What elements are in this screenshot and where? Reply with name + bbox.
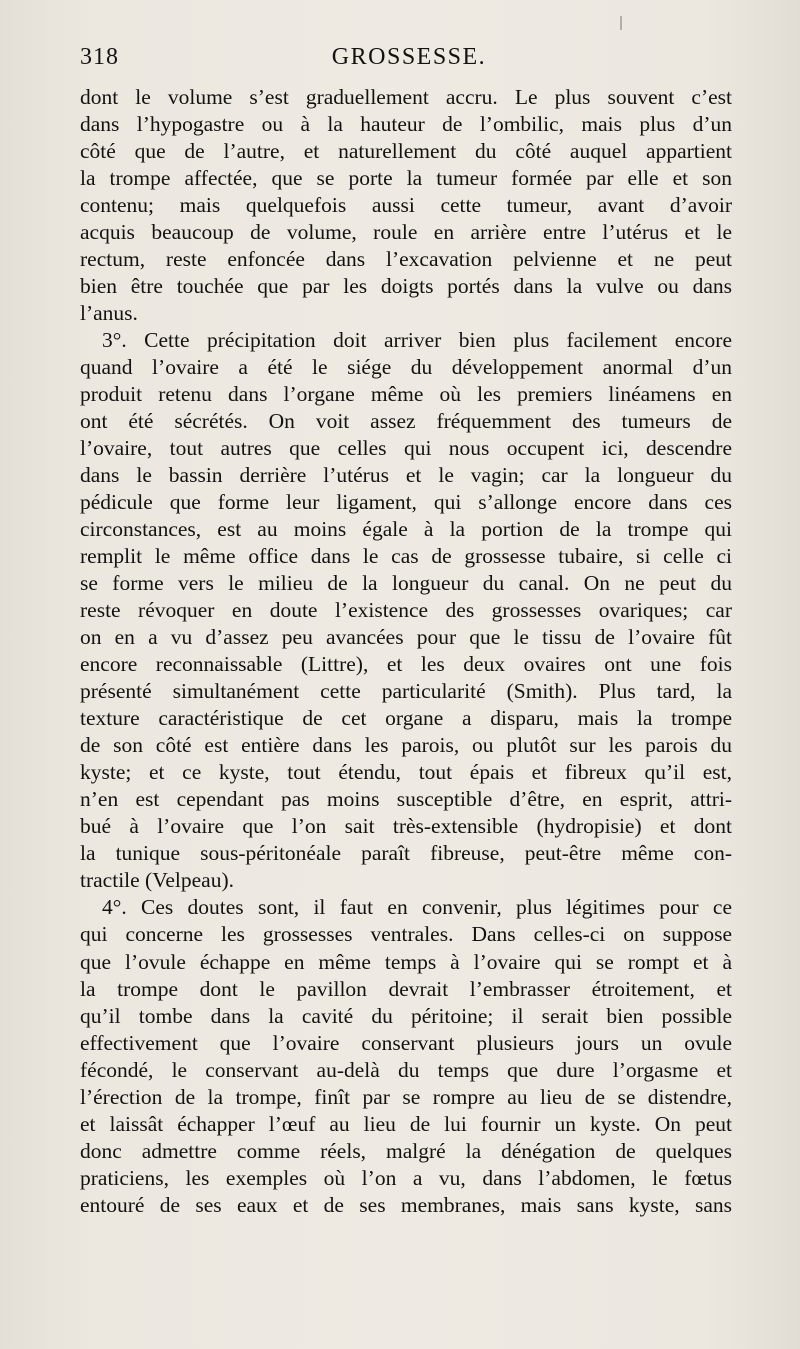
- text-line: acquis beaucoup de volume, roule en arrière entre l’utérus et le: [80, 220, 732, 245]
- text-line: présenté simultanément cette particularité (Smith). Plus tard, la: [80, 679, 732, 704]
- text-line: la trompe dont le pavillon devrait l’embrasser étroitement, et: [80, 976, 732, 1001]
- running-title: GROSSESSE.: [331, 44, 487, 70]
- text-line: pédicule que forme leur ligament, qui s’allonge encore dans ces: [80, 490, 732, 515]
- text-line: la tunique sous-péritonéale paraît fibreuse, peut-être même con-: [80, 841, 732, 866]
- text-line: contenu; mais quelquefois aussi cette tumeur, avant d’avoir: [80, 193, 732, 218]
- text-line: on en a vu d’assez peu avancées pour que le tissu de l’ovaire fût: [80, 625, 732, 650]
- text-line: l’érection de la trompe, finît par se rompre au lieu de se distendre,: [80, 1084, 732, 1109]
- text-line: donc admettre comme réels, malgré la dénégation de quelques: [80, 1138, 732, 1163]
- text-line: rectum, reste enfoncée dans l’excavation pelvienne et ne peut: [80, 247, 732, 272]
- text-line: qu’il tombe dans la cavité du péritoine; il serait bien possible: [80, 1003, 732, 1028]
- text-line: bien être touchée que par les doigts portés dans la vulve ou dans: [80, 274, 732, 299]
- print-mark: [620, 16, 622, 30]
- text-line: 4°. Ces doutes sont, il faut en convenir, plus légitimes pour ce: [102, 895, 732, 920]
- text-line: encore reconnaissable (Littre), et les deux ovaires ont une fois: [80, 652, 732, 677]
- text-line: côté que de l’autre, et naturellement du côté auquel appartient: [80, 139, 732, 164]
- text-line: ont été sécrétés. On voit assez fréquemment des tumeurs de: [80, 409, 732, 434]
- text-line: qui concerne les grossesses ventrales. Dans celles-ci on suppose: [80, 922, 732, 947]
- text-line: l’anus.: [80, 301, 138, 326]
- text-line: entouré de ses eaux et de ses membranes, mais sans kyste, sans: [80, 1192, 732, 1217]
- text-line: produit retenu dans l’organe même où les premiers linéamens en: [80, 382, 732, 407]
- text-line: se forme vers le milieu de la longueur du canal. On ne peut du: [80, 571, 732, 596]
- text-line: remplit le même office dans le cas de grossesse tubaire, si celle ci: [80, 544, 732, 569]
- text-line: de son côté est entière dans les parois, ou plutôt sur les parois du: [80, 733, 732, 758]
- page-header: [80, 44, 732, 80]
- text-line: bué à l’ovaire que l’on sait très-extensible (hydropisie) et dont: [80, 814, 732, 839]
- text-line: n’en est cependant pas moins susceptible d’être, en esprit, attri-: [80, 787, 732, 812]
- text-line: reste révoquer en doute l’existence des grossesses ovariques; car: [80, 598, 732, 623]
- text-line: la trompe affectée, que se porte la tumeur formée par elle et son: [80, 166, 732, 191]
- text-line: dont le volume s’est graduellement accru. Le plus souvent c’est: [80, 85, 732, 109]
- text-line: texture caractéristique de cet organe a disparu, mais la trompe: [80, 706, 732, 731]
- text-line: 3°. Cette précipitation doit arriver bien plus facilement encore: [102, 328, 732, 353]
- body-text: [80, 84, 732, 1219]
- text-line: fécondé, le conservant au-delà du temps que dure l’orgasme et: [80, 1057, 732, 1082]
- text-line: effectivement que l’ovaire conservant plusieurs jours un ovule: [80, 1030, 732, 1055]
- text-line: que l’ovule échappe en même temps à l’ovaire qui se rompt et à: [80, 949, 732, 974]
- text-line: kyste; et ce kyste, tout étendu, tout épais et fibreux qu’il est,: [80, 760, 732, 785]
- text-line: dans l’hypogastre ou à la hauteur de l’ombilic, mais plus d’un: [80, 112, 732, 137]
- text-line: tractile (Velpeau).: [80, 868, 234, 893]
- text-line: quand l’ovaire a été le siége du développement anormal d’un: [80, 355, 732, 380]
- text-line: l’ovaire, tout autres que celles qui nous occupent ici, descendre: [80, 436, 732, 461]
- text-line: circonstances, est au moins égale à la portion de la trompe qui: [80, 517, 732, 542]
- page-number: 318: [80, 44, 119, 70]
- text-line: dans le bassin derrière l’utérus et le vagin; car la longueur du: [80, 463, 732, 488]
- text-line: praticiens, les exemples où l’on a vu, dans l’abdomen, le fœtus: [80, 1165, 732, 1190]
- text-line: et laissât échapper l’œuf au lieu de lui fournir un kyste. On peut: [80, 1111, 732, 1136]
